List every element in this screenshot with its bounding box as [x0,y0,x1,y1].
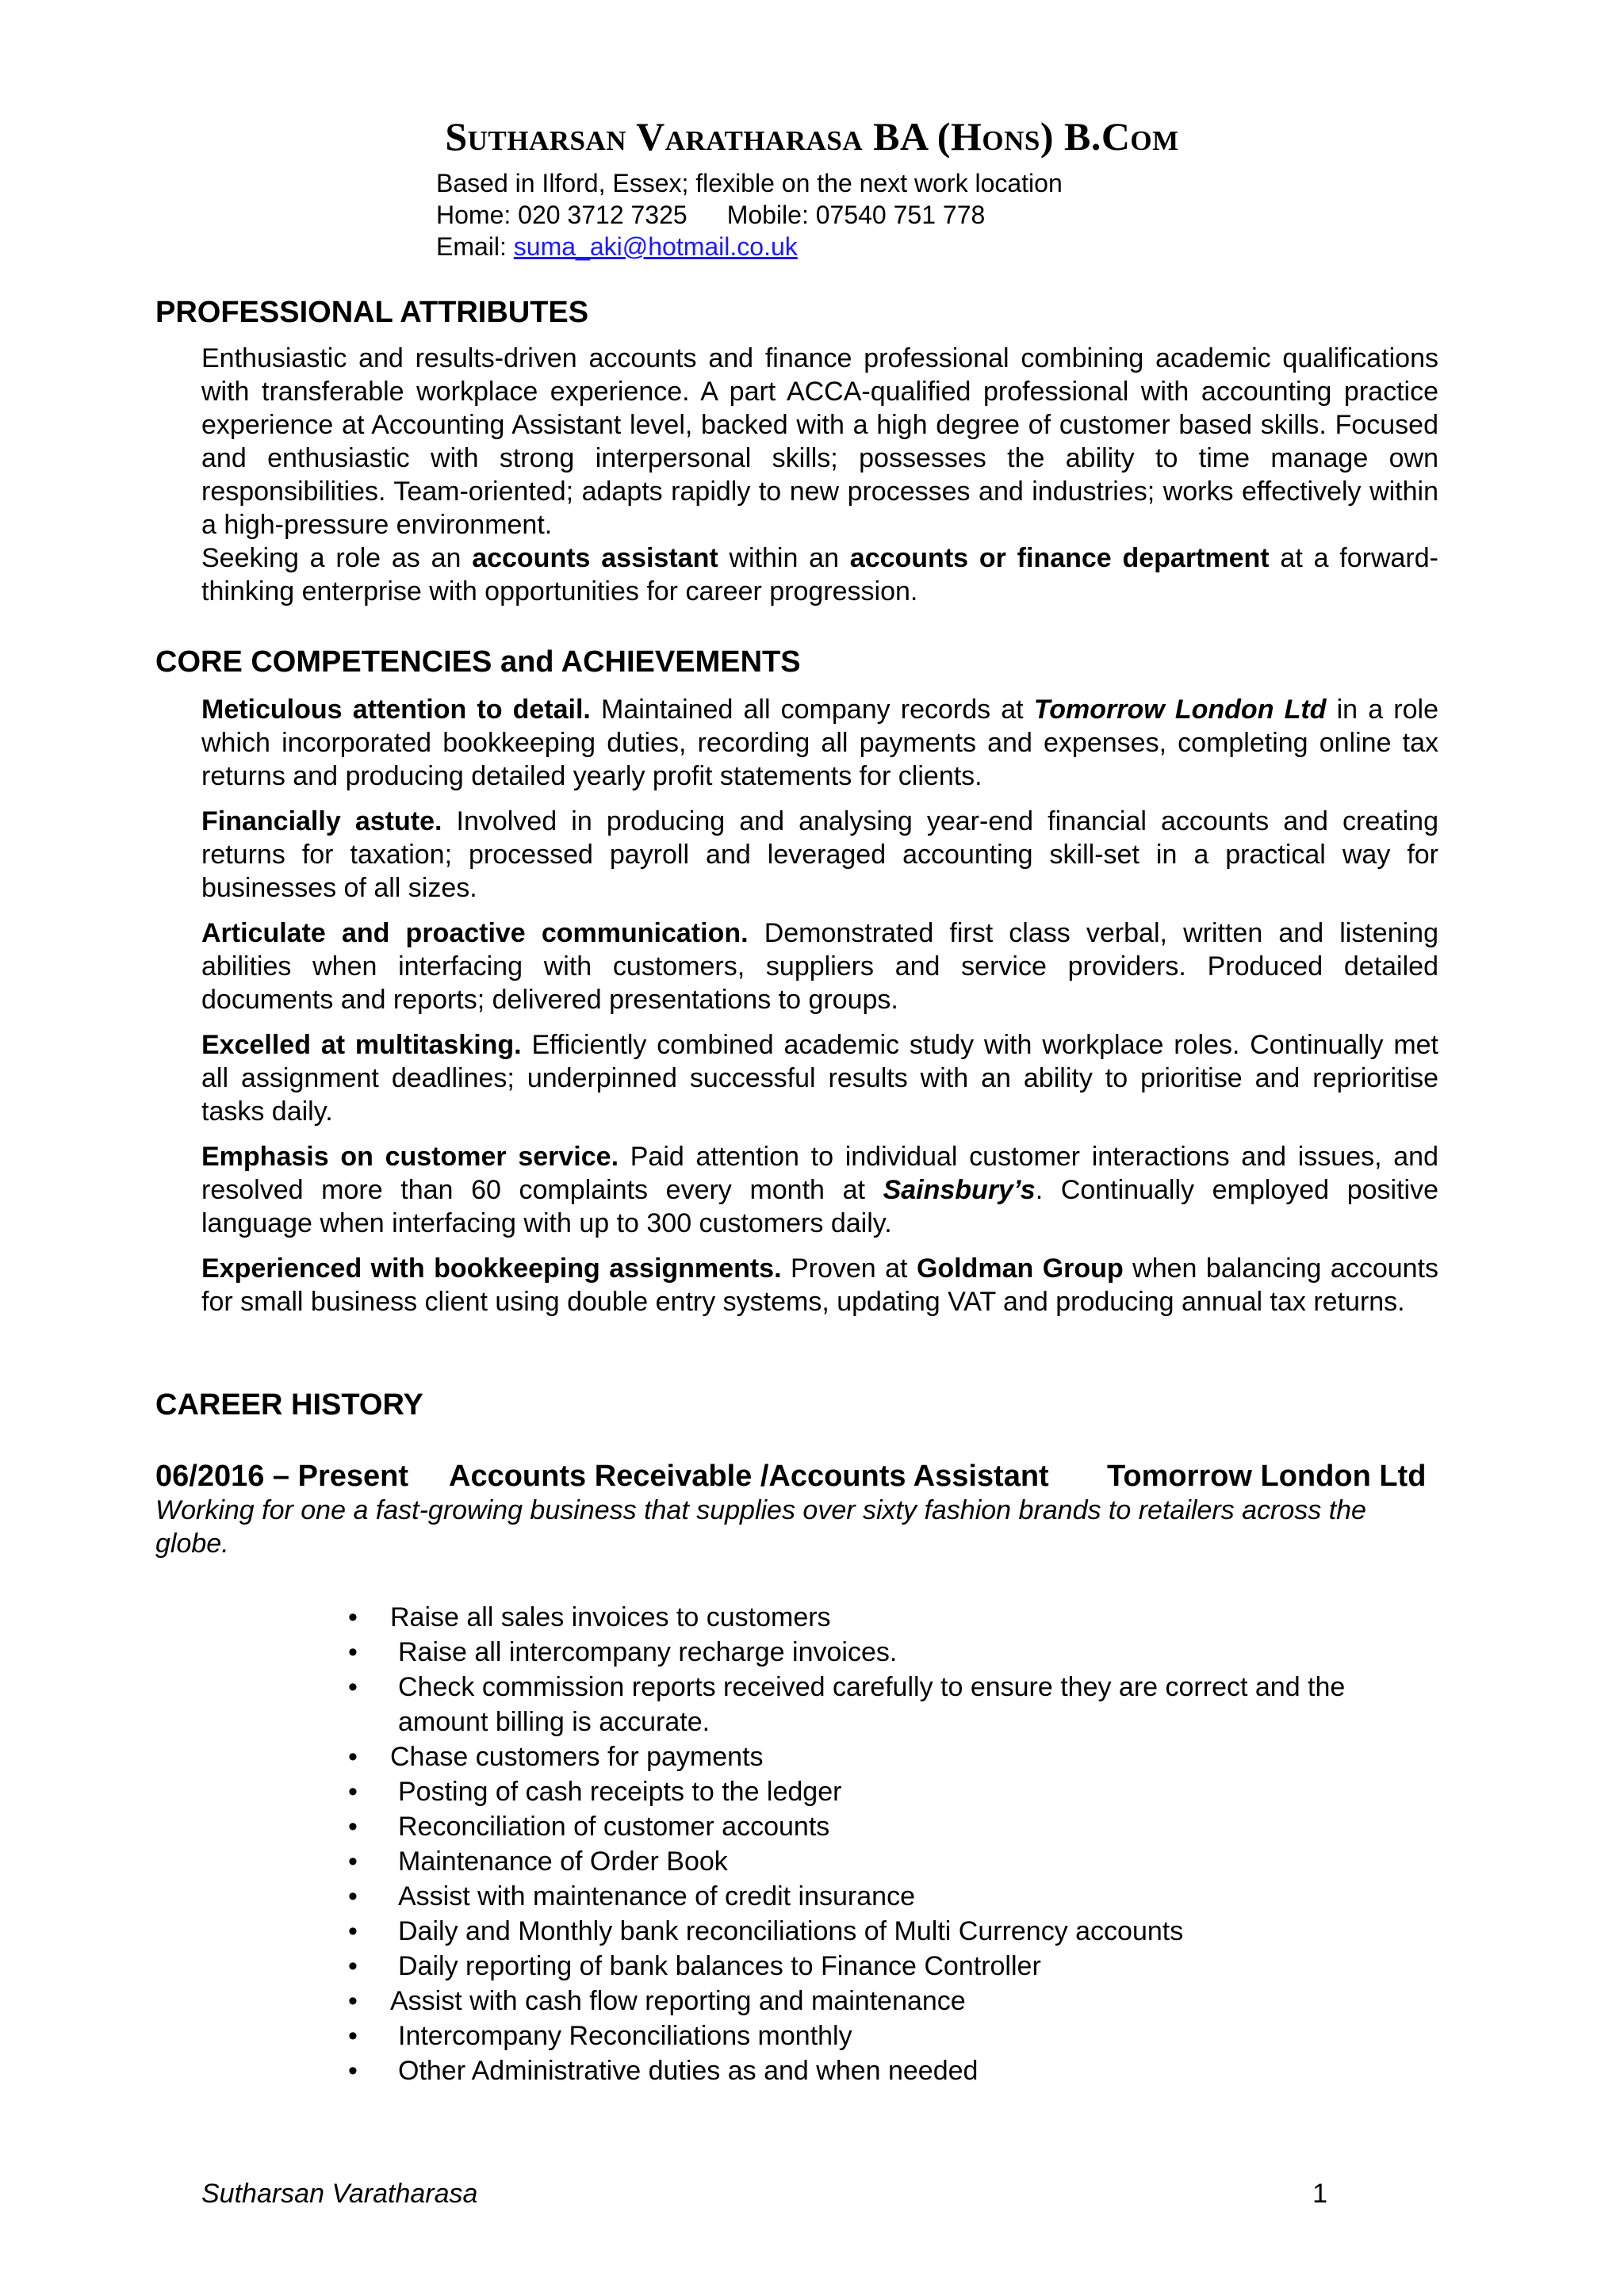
career-history-heading: CAREER HISTORY [155,1388,423,1422]
list-item: • Daily reporting of bank balances to Finance Controller [348,1951,1041,1981]
list-item: • Reconciliation of customer accounts [348,1812,830,1842]
competency-item: Articulate and proactive communication. Demonstrated first class verbal, written and listening abilities when interfacing with customers, suppliers and service providers. Produced detailed documents and reports; delivered presentations to groups. [201,918,1438,1015]
core-competencies-heading: CORE COMPETENCIES and ACHIEVEMENTS [155,645,801,679]
job-dates: 06/2016 – Present [155,1460,409,1493]
core-competencies-section [201,693,1438,1330]
list-item: • Maintenance of Order Book [348,1846,728,1877]
mobile-phone: Mobile: 07540 751 778 [726,201,986,229]
list-item: • Assist with maintenance of credit insurance [348,1881,915,1911]
list-item: • Raise all sales invoices to customers [348,1602,831,1632]
competency-item: Meticulous attention to detail. Maintained all company records at Tomorrow London Ltd in a role which incorporated bookkeeping duties, recording all payments and expenses, completing online tax returns and producing detailed yearly profit statements for clients. [201,695,1438,791]
page-footer [201,2177,1327,2210]
list-item: • Raise all intercompany recharge invoices. [348,1637,898,1667]
job-description: Working for one a fast-growing business that supplies over sixty fashion brands to retailers across the globe. [155,1495,1366,1559]
attributes-objective: Seeking a role as an accounts assistant within an accounts or finance department at a forward-thinking enterprise with opportunities for career progression. [201,543,1438,607]
competency-item: Emphasis on customer service. Paid attention to individual customer interactions and issues, and resolved more than 60 complaints every month at Sainsbury’s. Continually employed positive language when interfacing with up to 300 customers daily. [201,1142,1438,1238]
competency-item: Financially astute. Involved in producing and analysing year-end financial accounts and creating returns for taxation; processed payroll and leveraged accounting skill-set in a practical way for businesses of all sizes. [201,806,1438,903]
professional-attributes-section [201,342,1438,608]
list-item: • Daily and Monthly bank reconciliations of Multi Currency accounts [348,1916,1184,1946]
job-title: Accounts Receivable /Accounts Assistant [449,1460,1049,1493]
list-item: • Check commission reports received carefully to ensure they are correct and the amount billing is accurate. [348,1672,1346,1737]
list-item: • Assist with cash flow reporting and maintenance [348,1986,966,2016]
email-label: Email: [436,232,514,261]
job-company: Tomorrow London Ltd [1107,1460,1427,1493]
email-line [436,231,1063,262]
list-item: • Posting of cash receipts to the ledger [348,1777,842,1807]
professional-attributes-heading: PROFESSIONAL ATTRIBUTES [155,296,589,329]
competency-item: Experienced with bookkeeping assignments. Proven at Goldman Group when balancing accounts for small business client using double entry systems, updating VAT and producing annual tax returns. [201,1253,1438,1317]
phone-line [436,199,1063,231]
list-item: • Other Administrative duties as and when needed [348,2056,979,2086]
list-item: • Intercompany Reconciliations monthly [348,2021,852,2051]
contact-block [436,167,1063,262]
home-phone: Home: 020 3712 7325 [436,201,688,229]
candidate-name: Sutharsan Varatharasa BA (Hons) B.Com [445,114,1179,159]
footer-name: Sutharsan Varatharasa [201,2179,478,2209]
attributes-summary: Enthusiastic and results-driven accounts and finance professional combining academic qualifications with transferable workplace experience. A part ACCA-qualified professional with accounting practice experience at Accounting Assistant level, backed with a high degree of customer based skills. Focused and enthusiastic with strong interpersonal skills; possesses the ability to time manage own responsibilities. Team-oriented; adapts rapidly to new processes and industries; works effectively within a high-pressure environment. [201,343,1438,540]
email-link[interactable]: suma_aki@hotmail.co.uk [513,232,798,261]
list-item: • Chase customers for payments [348,1742,764,1772]
location-line: Based in Ilford, Essex; flexible on the next work location [436,169,1063,197]
job-duties-list [341,1600,1419,2088]
competency-item: Excelled at multitasking. Efficiently combined academic study with workplace roles. Continually met all assignment deadlines; underpinned successful results with an ability to prioritise and reprioritise tasks daily. [201,1030,1438,1127]
job-header [155,1459,1427,1494]
page-number: 1 [1312,2179,1327,2209]
